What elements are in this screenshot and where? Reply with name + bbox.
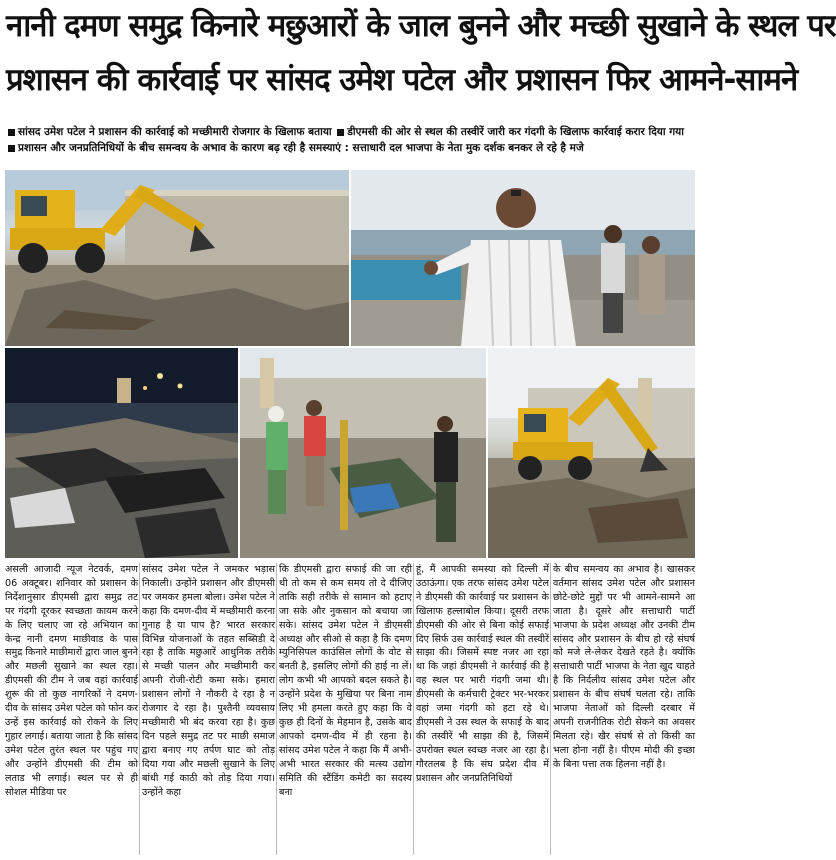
deck-point-3: प्रशासन और जनप्रतिनिधियों के बीच समन्वय के अभाव के कारण बढ़ रही है समस्याएं : सत्ताधारी दल भाजपा के नेता मुक दर्शक बनकर ले रहे है मजे xyxy=(18,142,584,154)
column-divider xyxy=(276,563,277,855)
photo-excavator-shore xyxy=(488,348,695,558)
photo-nets-night xyxy=(5,348,238,558)
headline xyxy=(6,6,836,100)
sub-headline-deck xyxy=(6,124,694,156)
headline-line-2: प्रशासन की कार्रवाई पर सांसद उमेश पटेल और प्रशासन फिर आमने-सामने xyxy=(6,62,798,98)
column-divider xyxy=(413,563,414,855)
article-column-1: असली आजादी न्यूज नेटवर्क, दमण 06 अक्टूबर। शनिवार को प्रशासन के निर्देशानुसार डीएमसी द्वारा समुद्र तट पर गंदगी दूरकर स्वच्छता कायम करने के लिए चलाए जा रहे अभियान का केन्द्र नानी दमण माछीवाड के पास समुद्र किनारे माछीमारों द्वारा जाल बुनने और मछली सुखाने का स्थल रहा। डीएमसी की टीम ने जब वहां कार्रवाई शुरू की तो कुछ नागरिकों ने दमण-दीव के सांसद उमेश पटेल को फोन कर उन्हें इस कार्रवाई को रोकने के लिए गुहार लगाई। बताया जाता है कि सांसद उमेश पटेल तुरंत स्थल पर पहुंच गए और उन्होंने डीएमसी की टीम को लताड भी लगाई। स्थल पर से ही सोशल मीडिया पर xyxy=(5,564,138,798)
deck-point-1: सांसद उमेश पटेल ने प्रशासन की कार्रवाई को मच्छीमारी रोजगार के खिलाफ बताया xyxy=(18,126,332,138)
article-column-5: के बीच समन्वय का अभाव है। खासकर वर्तमान सांसद उमेश पटेल और प्रशासन छोटे-छोटे मुद्दों पर भी आमने-सामने आ जाता है। दूसरे और सत्ताधारी पार्टी भाजपा के प्रदेश अध्यक्ष और उनकी टीम सांसद और प्रशासन के बीच हो रहे संघर्ष को मजे ले-लेकर देखते रहते है। क्योंकि सत्ताधारी पार्टी भाजपा के नेता खुद चाहते है कि निर्दलीय सांसद उमेश पटेल और प्रशासन के बीच संघर्ष चलता रहे। ताकि भाजपा नेताओं को दिल्ली दरबार में अपनी राजनीतिक रोटी सेकने का अवसर मिलता रहे। खैर संघर्ष से तो किसी का भला होना नहीं है। पीएम मोदी की इच्छा के बिना पत्ता तक हिलना नहीं है। xyxy=(553,564,695,770)
bullet-square-icon xyxy=(8,145,15,152)
photo-workers-debris xyxy=(240,348,486,558)
article-column-2: सांसद उमेश पटेल ने जमकर भड़ास निकाली। उन्होंने प्रशासन और डीएमसी पर जमकर हमला बोला। उमेश पटेल ने कहा कि दमण-दीव में मच्छीमारी करना गुनाह है या पाप है? भारत सरकार विभिन्न योजनाओं के तहत सब्सिडी दे रहा है ताकि मछुआरें आधुनिक तरीके से मच्छी पालन और मच्छीमारी कर अपनी रोजी-रोटी कमा सके। हमारा प्रशासन लोगों ने नौकरी दे रहा है न रोजगार दे रहा है। पुश्तैनी व्यवसाय मच्छीमारी भी बंद करवा रहा है। कुछ दिन पहले समुद्र तट पर माछी समाज द्वारा बनाए गए तर्पण घाट को तोड़ दिया गया और मछली सुखाने के लिए बांधी गई काठी को तोड़ दिया गया। उन्होंने कहा xyxy=(142,564,275,798)
photo-excavator-clearing xyxy=(5,170,349,346)
column-divider xyxy=(139,563,140,855)
deck-point-2: डीएमसी की ओर से स्थल की तस्वीरें जारी कर गंदगी के खिलाफ कार्रवाई करार दिया गया xyxy=(347,126,684,138)
article-column-4: हूं, मैं आपकी समस्या को दिल्ली में उठाऊंगा। एक तरफ सांसद उमेश पटेल ने डीएमसी की कार्रवाई पर प्रशासन के खिलाफ हल्लाबोल किया। दूसरी तरफ डीएमसी की ओर से बिना कोई सफाई दिए सिर्फ उस कार्रवाई स्थल की तस्वीरें साझा की। जिसमें स्पष्ट नजर आ रहा था कि जहां डीएमसी ने कार्रवाई की है वह स्थल पर भारी गंदगी जमा थी। डीएमसी के कर्मचारी ट्रेक्टर भर-भरकर वहां जमा गंदगी को हटा रहे थे। डीएमसी ने उस स्थल के सफाई के बाद की तस्वीरें भी साझा की है, जिसमें उपरोक्त स्थल स्वच्छ नजर आ रहा है। गौरतलब है कि संघ प्रदेश दीव में प्रशासन और जनप्रतिनिधियों xyxy=(416,564,549,784)
article-column-3: कि डीएमसी द्वारा सफाई की जा रही थी तो कम से कम समय तो दे दीजिए ताकि सही तरीके से सामान को हटाए जा सके और नुकसान को बचाया जा सके। सांसद उमेश पटेल ने डीएमसी अध्यक्ष और सीओ से कहा है कि दमण म्युनिसिपल काउंसिल लोगों के वोट से बनती है, इसलिए लोगों की हाई ना लें। लोग कभी भी आपको बदल सकते है। उन्होंने प्रदेश के मुखिया पर बिना नाम लिए भी हमला करते हुए कहा कि वे कुछ ही दिनों के मेहमान है, उसके बाद आपको दमण-दीव में ही रहना है। सांसद उमेश पटेल ने कहा कि मैं अभी-अभी भारत सरकार की मत्स्य उद्योग समिति की स्टैंडिंग कमेटी का सदस्य बना xyxy=(279,564,412,798)
bullet-square-icon xyxy=(337,129,344,136)
column-divider xyxy=(550,563,551,855)
photo-mp-speaking xyxy=(351,170,695,346)
bullet-square-icon xyxy=(8,129,15,136)
headline-line-1: नानी दमण समुद्र किनारे मछुआरों के जाल बुनने और मच्छी सुखाने के स्थल पर xyxy=(6,8,836,44)
